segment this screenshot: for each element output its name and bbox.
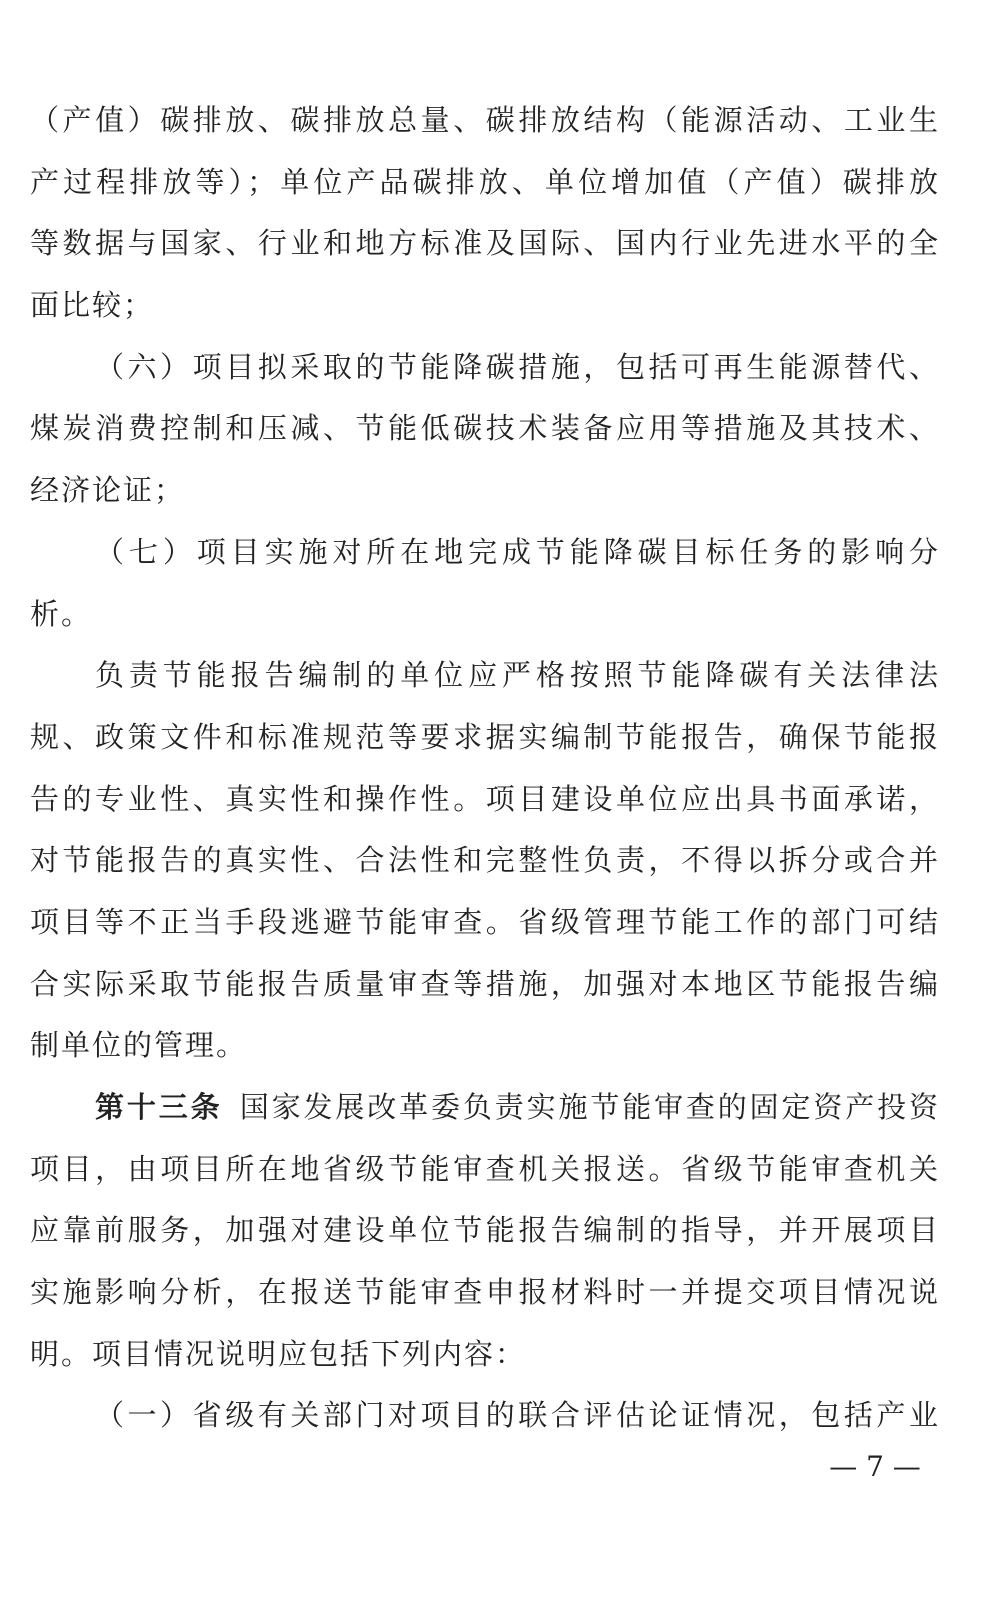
text-line: 对节能报告的真实性、合法性和完整性负责，不得以拆分或合并 <box>30 843 940 878</box>
text-line: 制单位的管理。 <box>30 1028 248 1063</box>
article-heading: 第十三条 <box>95 1090 223 1124</box>
text-line: 析。 <box>30 596 93 631</box>
text-line: 产过程排放等）；单位产品碳排放、单位增加值（产值）碳排放 <box>30 164 940 199</box>
text-line: 项目，由项目所在地省级节能审查机关报送。省级节能审查机关 <box>30 1151 940 1186</box>
text-line: 实施影响分析，在报送节能审查申报材料时一并提交项目情况说 <box>30 1275 940 1310</box>
document-body <box>30 90 940 1447</box>
text-line: 煤炭消费控制和压减、节能低碳技术装备应用等措施及其技术、 <box>30 411 940 446</box>
text-line: 合实际采取节能报告质量审查等措施，加强对本地区节能报告编 <box>30 966 940 1001</box>
article-13-line <box>30 1077 940 1139</box>
paragraph-start: 负责节能报告编制的单位应严格按照节能降碳有关法律法 <box>95 658 940 693</box>
text-line: 经济论证； <box>30 473 186 508</box>
text-line: 应靠前服务，加强对建设单位节能报告编制的指导，并开展项目 <box>30 1213 940 1248</box>
text-line: 等数据与国家、行业和地方标准及国际、国内行业先进水平的全 <box>30 226 940 261</box>
text-line: 明。项目情况说明应包括下列内容： <box>30 1336 527 1371</box>
list-item-seven: （七）项目实施对所在地完成节能降碳目标任务的影响分 <box>95 534 940 569</box>
article-13-text: 国家发展改革委负责实施节能审查的固定资产投资 <box>238 1090 940 1124</box>
text-line: 规、政策文件和标准规范等要求据实编制节能报告，确保节能报 <box>30 719 940 754</box>
text-line: 项目等不正当手段逃避节能审查。省级管理节能工作的部门可结 <box>30 904 940 939</box>
text-line: 告的专业性、真实性和操作性。项目建设单位应出具书面承诺， <box>30 781 940 816</box>
list-item-six: （六）项目拟采取的节能降碳措施，包括可再生能源替代、 <box>95 349 940 384</box>
text-line: 面比较； <box>30 288 155 323</box>
list-item-one: （一）省级有关部门对项目的联合评估论证情况，包括产业 <box>95 1398 940 1433</box>
page-number: — 7 — <box>829 1450 921 1483</box>
text-line: （产值）碳排放、碳排放总量、碳排放结构（能源活动、工业生 <box>30 103 940 137</box>
